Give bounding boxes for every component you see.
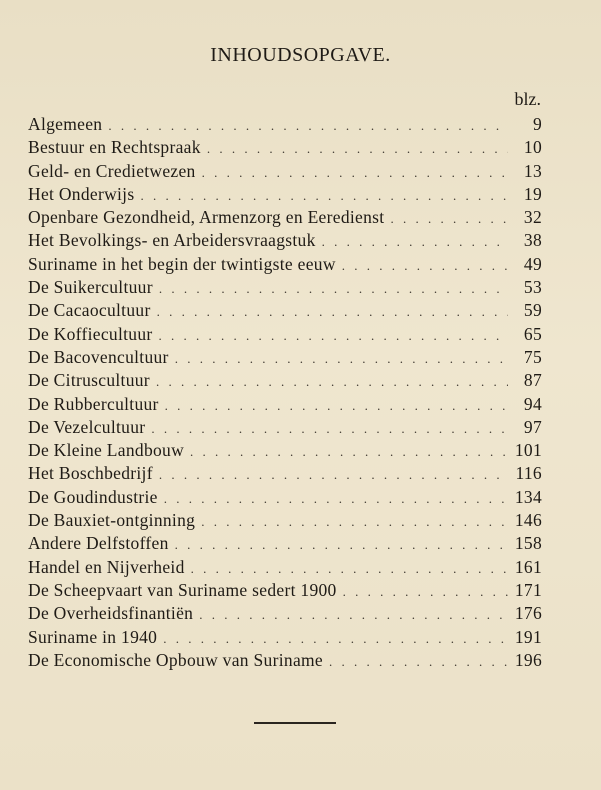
toc-entry-title: De Bacovencultuur: [28, 346, 169, 367]
toc-entry: [28, 114, 542, 137]
toc-entry-page: 13: [523, 160, 542, 181]
toc-entry-page: 94: [523, 393, 542, 414]
toc-entry-page: 53: [523, 277, 542, 298]
toc-entry-title: Bestuur en Rechtspraak: [28, 137, 201, 158]
toc-entry: [28, 300, 542, 323]
dot-leader: [156, 374, 508, 390]
toc-entry-title: Handel en Nijverheid: [28, 556, 185, 577]
toc-entry: [28, 184, 542, 207]
toc-entry: [28, 417, 542, 440]
toc-entry-page: 59: [523, 300, 542, 321]
dot-leader: [159, 467, 508, 483]
toc-entry-title: Het Bevolkings- en Arbeidersvraagstuk: [28, 230, 316, 251]
dot-leader: [163, 631, 508, 647]
dot-leader: [202, 165, 508, 181]
toc-entry-page: 49: [523, 253, 542, 274]
dot-leader: [322, 234, 508, 250]
toc-entry: [28, 440, 542, 463]
toc-entry: [28, 394, 542, 417]
toc-entry: [28, 161, 542, 184]
toc-entry-page: 146: [514, 510, 542, 531]
toc-entry-page: 38: [523, 230, 542, 251]
toc-entry-title: De Cacaocultuur: [28, 300, 151, 321]
dot-leader: [164, 491, 508, 507]
dot-leader: [343, 584, 508, 600]
toc-entry-title: De Goudindustrie: [28, 486, 158, 507]
toc-entry-page: 32: [523, 207, 542, 228]
toc-entry-title: Suriname in 1940: [28, 626, 158, 647]
toc-entry-title: Het Onderwijs: [28, 183, 135, 204]
toc-entry-title: Algemeen: [28, 114, 103, 134]
toc-entry: [28, 137, 542, 160]
dot-leader: [165, 398, 508, 414]
toc-entry: [28, 254, 542, 277]
dot-leader: [151, 421, 508, 437]
page-title: INHOUDSOPGAVE.: [210, 44, 391, 66]
dot-leader: [159, 281, 508, 297]
toc-entry-title: De Overheidsfinantiën: [28, 603, 194, 624]
toc-entry-title: De Citruscultuur: [28, 370, 150, 391]
toc-entry-title: De Vezelcultuur: [28, 416, 146, 437]
toc-entry-page: 171: [514, 579, 542, 600]
dot-leader: [199, 607, 508, 623]
page-column-label: blz.: [514, 89, 541, 109]
toc-entry: [28, 277, 542, 300]
toc-entry-page: 87: [523, 370, 542, 391]
dot-leader: [190, 444, 508, 460]
toc-entry: [28, 207, 542, 230]
toc-entry-page: 101: [514, 440, 542, 461]
dot-leader: [157, 304, 508, 320]
table-of-contents: [28, 114, 542, 673]
toc-entry-title: Andere Delfstoffen: [28, 533, 169, 554]
toc-entry: [28, 370, 542, 393]
dot-leader: [342, 258, 508, 274]
toc-entry: [28, 463, 542, 486]
dot-leader: [390, 211, 508, 227]
dot-leader: [140, 188, 508, 204]
closing-rule: [254, 722, 336, 724]
toc-entry: [28, 533, 542, 556]
toc-entry-page: 97: [523, 416, 542, 437]
toc-entry-page: 9: [532, 114, 542, 134]
toc-entry: [28, 627, 542, 650]
toc-entry: [28, 347, 542, 370]
toc-entry-page: 116: [515, 463, 542, 484]
toc-entry-page: 19: [523, 183, 542, 204]
dot-leader: [207, 141, 508, 157]
toc-entry: [28, 580, 542, 603]
toc-entry-page: 161: [514, 556, 542, 577]
toc-entry-title: De Economische Opbouw van Suriname: [28, 649, 323, 670]
toc-entry: [28, 603, 542, 626]
toc-entry-page: 75: [523, 346, 542, 367]
toc-entry-title: De Koffiecultuur: [28, 323, 153, 344]
dot-leader: [191, 561, 508, 577]
toc-entry: [28, 650, 542, 673]
toc-entry-page: 134: [514, 486, 542, 507]
dot-leader: [108, 118, 508, 134]
toc-entry-title: Openbare Gezondheid, Armenzorg en Eeredienst: [28, 207, 385, 228]
toc-entry: [28, 557, 542, 580]
toc-entry-title: De Rubbercultuur: [28, 393, 159, 414]
toc-entry-page: 176: [514, 603, 542, 624]
dot-leader: [175, 537, 508, 553]
toc-entry-title: De Scheepvaart van Suriname sedert 1900: [28, 579, 337, 600]
toc-entry-title: De Suikercultuur: [28, 277, 153, 298]
toc-entry-title: De Kleine Landbouw: [28, 440, 185, 461]
dot-leader: [159, 328, 508, 344]
toc-entry: [28, 324, 542, 347]
toc-entry-title: De Bauxiet-ontginning: [28, 510, 196, 531]
toc-entry-page: 158: [514, 533, 542, 554]
toc-entry: [28, 230, 542, 253]
toc-entry-title: Het Boschbedrijf: [28, 463, 153, 484]
toc-entry-page: 196: [514, 649, 542, 670]
toc-entry: [28, 487, 542, 510]
toc-entry-title: Suriname in het begin der twintigste eeuw: [28, 253, 336, 274]
toc-entry: [28, 510, 542, 533]
dot-leader: [201, 514, 508, 530]
dot-leader: [329, 654, 508, 670]
toc-entry-page: 191: [514, 626, 542, 647]
toc-entry-page: 10: [523, 137, 542, 158]
toc-entry-title: Geld- en Credietwezen: [28, 160, 196, 181]
toc-entry-page: 65: [523, 323, 542, 344]
dot-leader: [175, 351, 508, 367]
